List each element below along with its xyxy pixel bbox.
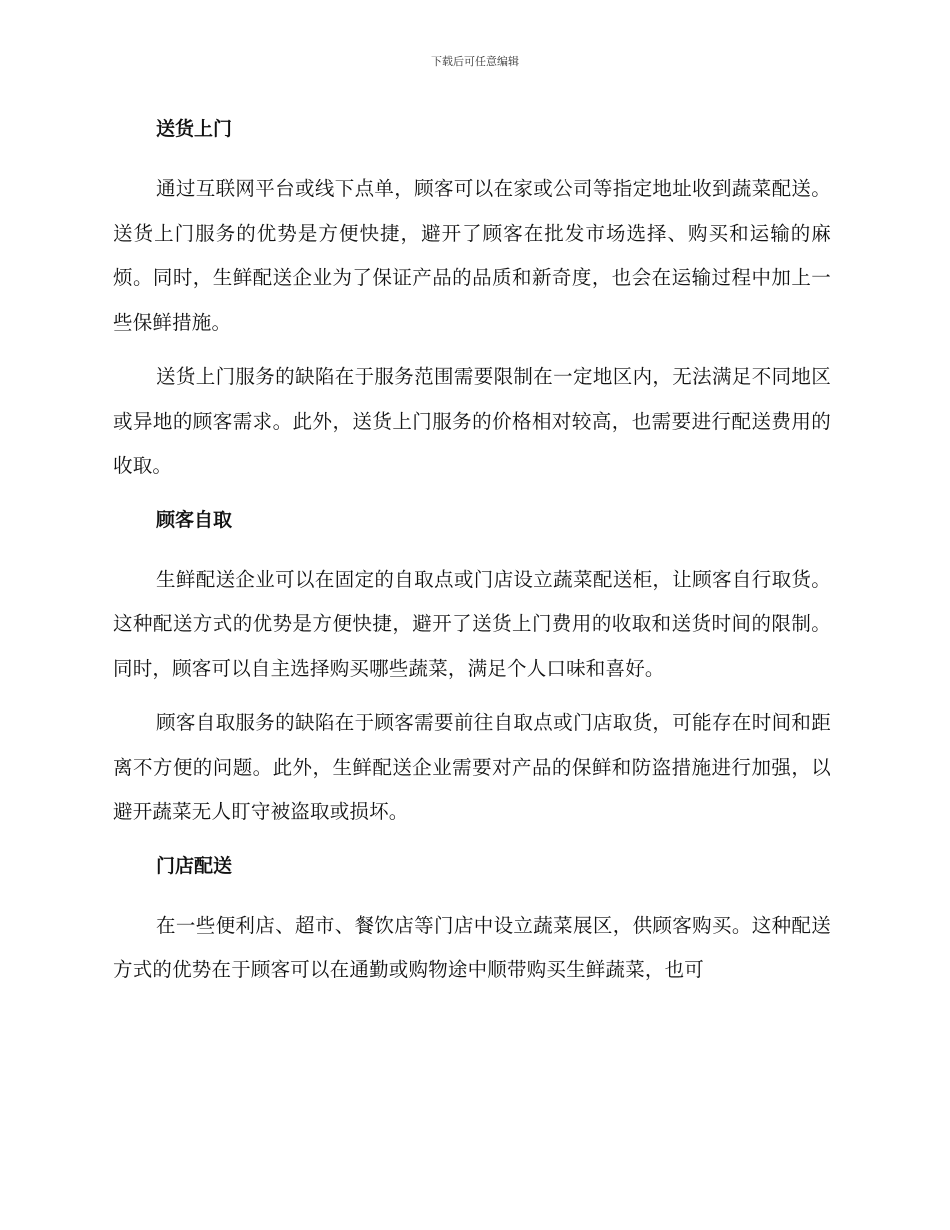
section-heading-delivery: 送货上门: [156, 118, 233, 140]
page-header: 下载后可任意编辑: [431, 55, 519, 68]
paragraph: 生鲜配送企业可以在固定的自取点或门店设立蔬菜配送柜，让顾客自行取货。这种配送方式的优势是方便快捷，避开了送货上门费用的收取和送货时间的限制。同时，顾客可以自主选择购买哪些蔬菜，满足个人口味和喜好。: [113, 567, 831, 680]
paragraph: 通过互联网平台或线下点单，顾客可以在家或公司等指定地址收到蔬菜配送。送货上门服务的优势是方便快捷，避开了顾客在批发市场选择、购买和运输的麻烦。同时，生鲜配送企业为了保证产品的品质和新奇度，也会在运输过程中加上一些保鲜措施。: [113, 177, 831, 334]
paragraph: 在一些便利店、超市、餐饮店等门店中设立蔬菜展区，供顾客购买。这种配送方式的优势在于顾客可以在通勤或购物途中顺带购买生鲜蔬菜，也可: [113, 913, 831, 981]
section-heading-store-delivery: 门店配送: [156, 854, 233, 877]
paragraph: 顾客自取服务的缺陷在于顾客需要前往自取点或门店取货，可能存在时间和距离不方便的问题。此外，生鲜配送企业需要对产品的保鲜和防盗措施进行加强，以避开蔬菜无人盯守被盗取或损坏。: [113, 711, 831, 823]
paragraph: 送货上门服务的缺陷在于服务范围需要限制在一定地区内，无法满足不同地区或异地的顾客需求。此外，送货上门服务的价格相对较高，也需要进行配送费用的收取。: [113, 365, 831, 477]
document-body: [113, 110, 831, 993]
section-heading-self-pickup: 顾客自取: [156, 508, 233, 531]
